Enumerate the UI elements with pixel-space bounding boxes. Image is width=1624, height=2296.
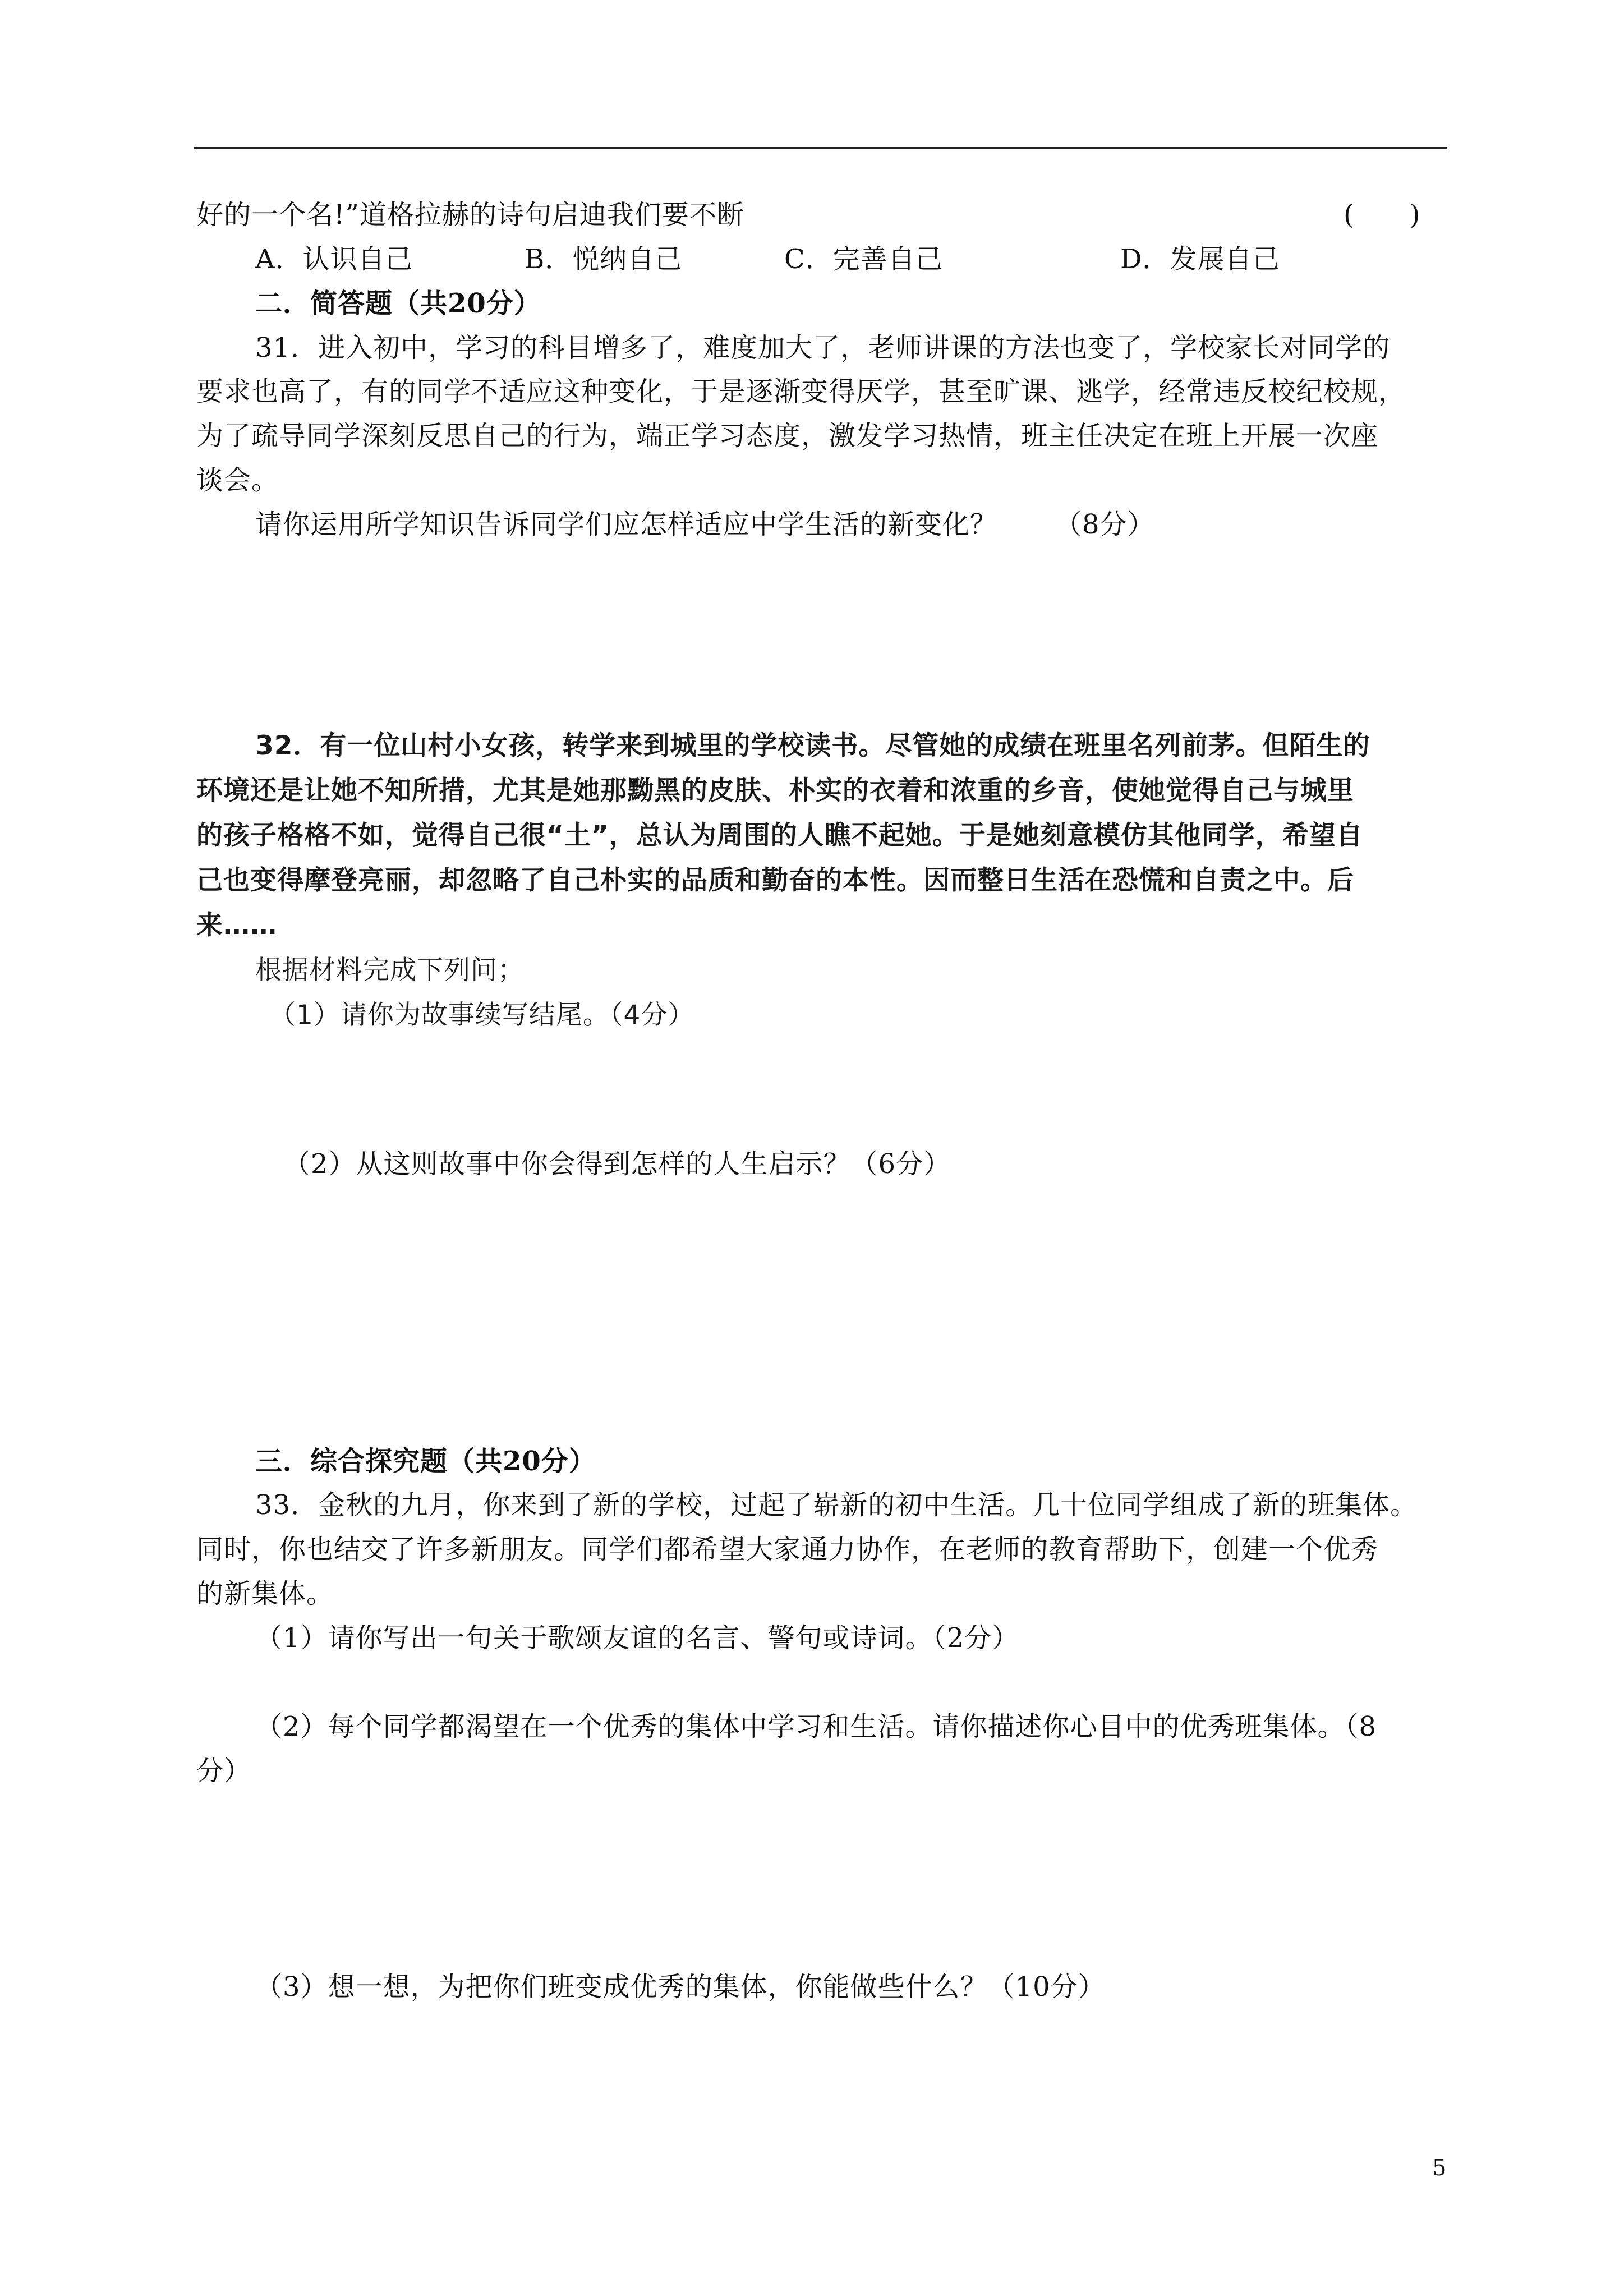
- q30-option-d: D．发展自己: [1120, 243, 1280, 275]
- q31-line-4: 谈会。: [196, 464, 279, 496]
- section3-heading: 三．综合探究题（共20分）: [255, 1446, 596, 1477]
- q31-line-1: 31．进入初中，学习的科目增多了，难度加大了，老师讲课的方法也变了，学校家长对同学的: [255, 332, 1391, 364]
- header-rule: [194, 147, 1447, 149]
- q30-option-a: A．认识自己: [255, 243, 413, 275]
- q33-sub3: （3）想一想，为把你们班变成优秀的集体，你能做些什么？（10分）: [255, 1971, 1106, 2003]
- q33-sub2-line-1: （2）每个同学都渴望在一个优秀的集体中学习和生活。请你描述你心目中的优秀班集体。（8: [255, 1711, 1377, 1742]
- q31-points: （8分）: [1055, 509, 1155, 540]
- q31-line-3: 为了疏导同学深刻反思自己的行为，端正学习态度，激发学习热情，班主任决定在班上开展一次座: [196, 420, 1379, 452]
- q33-line-1: 33．金秋的九月，你来到了新的学校，过起了崭新的初中生活。几十位同学组成了新的班集体。: [255, 1489, 1418, 1521]
- q32-line-5: 来……: [196, 910, 277, 941]
- q32-line-3: 的孩子格格不如，觉得自己很“土”，总认为周围的人瞧不起她。于是她刻意模仿其他同学，希望自: [196, 820, 1363, 851]
- q30-answer-blank: ( ): [1344, 199, 1421, 231]
- q33-line-3: 的新集体。: [196, 1578, 334, 1609]
- q31-question: 请你运用所学知识告诉同学们应怎样适应中学生活的新变化？: [255, 509, 998, 540]
- q32-intro: 根据材料完成下列问；: [255, 955, 525, 986]
- q32-sub2: （2）从这则故事中你会得到怎样的人生启示？（6分）: [283, 1148, 951, 1180]
- q33-line-2: 同时，你也结交了许多新朋友。同学们都希望大家通力协作，在老师的教育帮助下，创建一个优秀: [196, 1534, 1379, 1565]
- q30-option-c: C．完善自己: [784, 243, 943, 275]
- q33-sub1: （1）请你写出一句关于歌颂友谊的名言、警句或诗词。（2分）: [255, 1622, 1020, 1654]
- section2-heading: 二．简答题（共20分）: [255, 288, 541, 319]
- q33-sub2-line-2: 分）: [196, 1755, 252, 1787]
- q32-line-2: 环境还是让她不知所措，尤其是她那黝黑的皮肤、朴实的衣着和浓重的乡音，使她觉得自己与城里: [196, 775, 1354, 806]
- q31-line-2: 要求也高了，有的同学不适应这种变化，于是逐渐变得厌学，甚至旷课、逃学，经常违反校纪校规，: [196, 376, 1406, 407]
- q32-line-4: 己也变得摩登亮丽，却忽略了自己朴实的品质和勤奋的本性。因而整日生活在恐慌和自责之中。后: [196, 865, 1354, 896]
- q32-line-1: 32．有一位山村小女孩，转学来到城里的学校读书。尽管她的成绩在班里名列前茅。但陌生的: [255, 730, 1370, 761]
- page-number: 5: [1432, 2155, 1447, 2181]
- q32-sub1: （1）请你为故事续写结尾。（4分）: [269, 1000, 695, 1030]
- q30-option-b: B．悦纳自己: [525, 243, 683, 275]
- q30-continuation: 好的一个名!”道格拉赫的诗句启迪我们要不断: [196, 199, 744, 231]
